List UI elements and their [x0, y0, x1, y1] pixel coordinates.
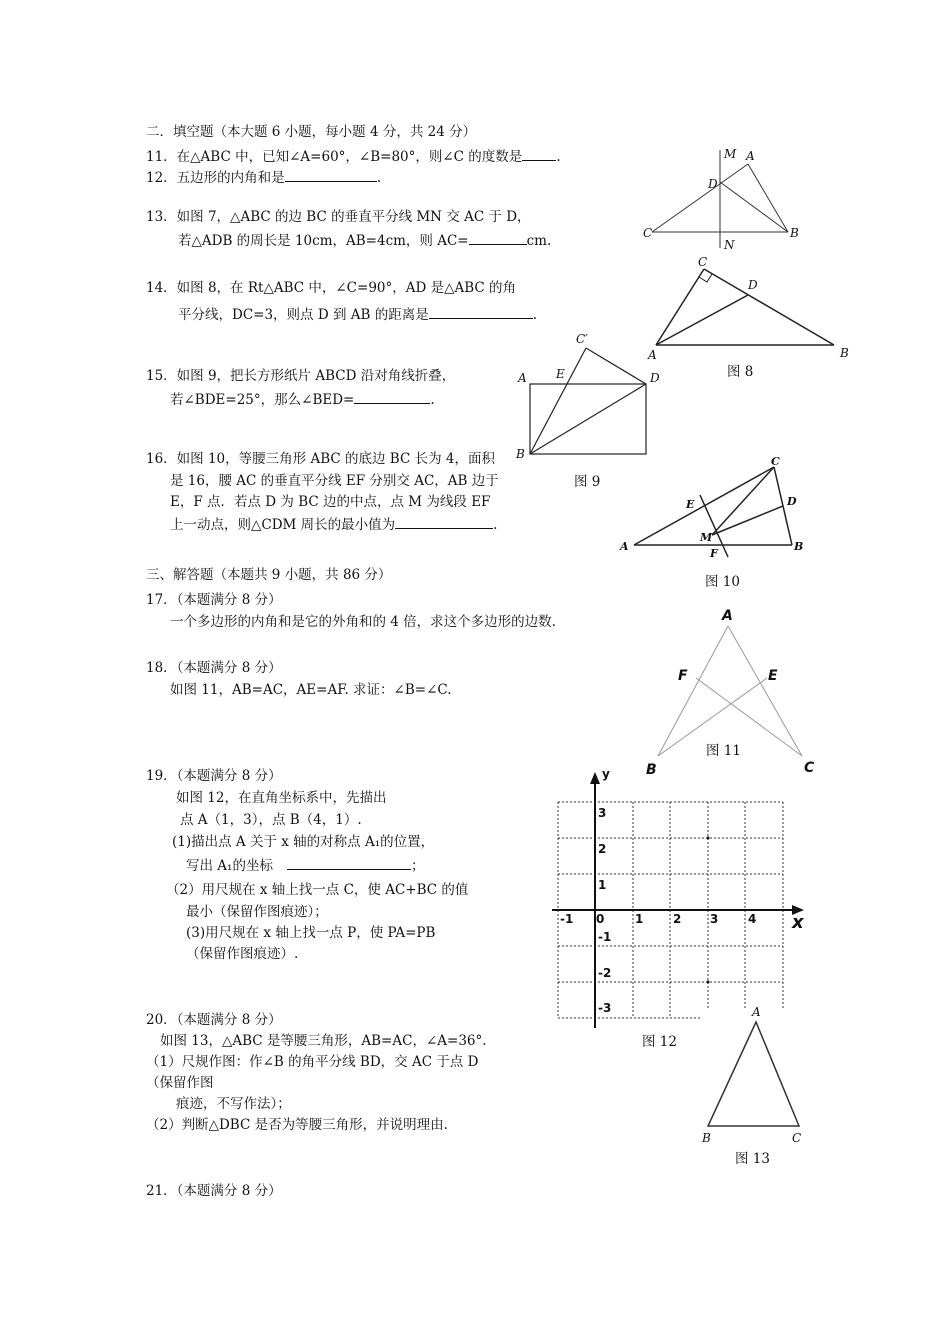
q17-body: 一个多边形的内角和是它的外角和的 4 倍，求这个多边形的边数. — [170, 614, 556, 630]
section2-heading: 二．填空题（本大题 6 小题，每小题 4 分，共 24 分） — [146, 124, 477, 140]
fig10-segment-dm — [712, 506, 783, 535]
fig9-label-d: D — [650, 371, 660, 385]
q19-line2: 点 A（1，3），点 B（4，1）. — [180, 812, 362, 828]
fig12-xtick-3: 3 — [710, 912, 719, 926]
q12-answer-blank[interactable] — [285, 168, 377, 182]
fig10-label-a: A — [620, 540, 629, 553]
fig8-label-d: D — [748, 278, 758, 292]
q11-text: 11．在△ABC 中，已知∠A=60°，∠B=80°，则∠C 的度数是 — [146, 149, 523, 165]
q16-end: . — [493, 517, 498, 533]
figure-10 — [614, 455, 814, 565]
q20-line2: （1）尺规作图：作∠B 的角平分线 BD，交 AC 于点 D — [146, 1054, 479, 1070]
fig10-segment-cm — [712, 467, 774, 535]
q19-answer-blank[interactable] — [287, 856, 411, 870]
fig10-label-d: D — [787, 495, 797, 508]
q20-line5: （2）判断△DBC 是否为等腰三角形，并说明理由. — [146, 1117, 448, 1133]
fig8-label-b: B — [840, 346, 849, 360]
fig10-label-e: E — [686, 498, 695, 511]
fig11-label-a: A — [722, 608, 733, 624]
question-16-line3: E，F 点．若点 D 为 BC 边的中点，点 M 为线段 EF — [170, 494, 491, 510]
question-13-line2 — [178, 231, 551, 249]
question-16-line2: 是 16，腰 AC 的垂直平分线 EF 分别交 AC，AB 边于 — [170, 473, 499, 489]
q16-answer-blank[interactable] — [395, 515, 493, 529]
question-13-line1: 13．如图 7，△ABC 的边 BC 的垂直平分线 MN 交 AC 于 D， — [146, 209, 531, 225]
fig12-xtick-2: 2 — [673, 912, 682, 926]
question-14-line2 — [178, 305, 537, 323]
fig7-label-a: A — [746, 149, 755, 163]
fig12-y-arrow — [590, 772, 600, 784]
fig11-label-c: C — [804, 760, 815, 776]
section3-heading: 三、解答题（本题共 9 小题，共 86 分） — [146, 567, 392, 583]
fig11-caption: 图 11 — [706, 743, 741, 759]
q20-line3: （保留作图 — [146, 1075, 214, 1091]
fig10-label-f: F — [710, 547, 718, 560]
question-15-line2 — [170, 390, 435, 408]
fig12-xtick-neg1: -1 — [560, 912, 574, 926]
q13-answer-blank[interactable] — [469, 231, 527, 245]
q15-end: . — [430, 392, 435, 408]
q13-end: cm. — [526, 233, 552, 249]
fig12-xtick-4: 4 — [748, 912, 757, 926]
fig7-side-ca — [652, 164, 748, 232]
q19-heading: 19．（本题满分 8 分） — [146, 768, 282, 784]
q19-line3: (1)描出点 A 关于 x 轴的对称点 A₁的位置， — [172, 834, 435, 850]
fig8-side-cb — [704, 269, 834, 345]
question-15-line1: 15．如图 9，把长方形纸片 ABCD 沿对角线折叠， — [146, 368, 456, 384]
q13-text: 若△ADB 的周长是 10cm，AB=4cm，则 AC= — [178, 233, 469, 249]
q19-line4-text: 写出 A₁的坐标 — [186, 858, 273, 874]
fig7-label-d: D — [708, 177, 718, 191]
fig10-caption: 图 10 — [705, 574, 740, 590]
q19-line1: 如图 12，在直角坐标系中，先描出 — [176, 790, 387, 806]
fig10-label-m: M — [700, 531, 713, 544]
fig9-label-e: E — [556, 367, 565, 381]
question-16-line4 — [170, 515, 497, 533]
fig10-label-b: B — [794, 540, 804, 553]
q18-body: 如图 11，AB=AC，AE=AF. 求证：∠B=∠C. — [170, 682, 452, 698]
fig11-side-ac — [728, 626, 802, 756]
figure-7 — [640, 140, 820, 255]
fig12-y-label: y — [602, 767, 610, 781]
fig9-fold-bc — [530, 348, 586, 454]
fig12-ytick-1: 1 — [598, 878, 607, 892]
fig12-ytick-3: 3 — [598, 806, 607, 820]
figure-13 — [696, 1000, 816, 1150]
fig8-label-a: A — [648, 348, 657, 362]
fig9-fold-cd — [586, 348, 646, 384]
fig8-label-c: C — [698, 255, 708, 269]
fig7-label-c: C — [643, 226, 653, 240]
fig12-xtick-1: 1 — [635, 912, 644, 926]
fig7-label-n: N — [724, 238, 735, 252]
q18-heading: 18．（本题满分 8 分） — [146, 660, 282, 676]
fig7-segment-db — [720, 182, 788, 232]
question-12 — [146, 168, 381, 186]
fig7-label-b: B — [790, 226, 799, 240]
q15-answer-blank[interactable] — [354, 390, 430, 404]
q19-line4-end: ； — [410, 858, 425, 874]
q20-line4: 痕迹，不写作法）； — [176, 1096, 291, 1112]
fig11-label-b: B — [646, 762, 657, 778]
q19-line8: （保留作图痕迹）. — [186, 946, 299, 962]
q20-heading: 20．（本题满分 8 分） — [146, 1012, 282, 1028]
q21-heading: 21．（本题满分 8 分） — [146, 1183, 282, 1199]
fig12-point-mark — [707, 837, 710, 840]
fig9-label-c-prime: C′ — [576, 332, 588, 346]
q20-line1: 如图 13，△ABC 是等腰三角形，AB=AC，∠A=36°. — [160, 1033, 487, 1049]
fig8-caption: 图 8 — [727, 364, 754, 380]
fig13-caption: 图 13 — [735, 1151, 770, 1167]
fig9-caption: 图 9 — [574, 474, 601, 490]
q11-answer-blank[interactable] — [522, 147, 556, 161]
figure-8 — [644, 253, 864, 363]
question-11 — [146, 147, 561, 165]
fig13-triangle — [708, 1022, 799, 1126]
q19-line7: (3)用尺规在 x 轴上找一点 P，使 PA=PB — [186, 925, 436, 941]
fig11-label-f: F — [678, 668, 688, 684]
fig13-label-b: B — [702, 1131, 711, 1145]
q15-text: 若∠BDE=25°，那么∠BED= — [170, 392, 355, 408]
fig11-label-e: E — [768, 668, 778, 684]
fig11-side-ab — [658, 626, 728, 756]
q19-line6: 最小（保留作图痕迹）； — [186, 904, 328, 920]
fig7-label-m: M — [724, 147, 737, 161]
fig9-label-a: A — [518, 371, 527, 385]
q19-line4 — [186, 856, 424, 874]
q14-text: 平分线，DC=3，则点 D 到 AB 的距离是 — [178, 307, 429, 323]
question-14-line1: 14．如图 8，在 Rt△ABC 中，∠C=90°，AD 是△ABC 的角 — [146, 280, 517, 296]
q12-text: 12．五边形的内角和是 — [146, 170, 285, 186]
fig10-label-c: C — [771, 455, 780, 468]
fig7-side-ab — [748, 164, 788, 232]
figure-9 — [512, 330, 672, 460]
q16-text: 上一动点，则△CDM 周长的最小值为 — [170, 517, 396, 533]
fig12-point-mark-lower — [707, 981, 710, 984]
fig12-caption: 图 12 — [642, 1034, 677, 1050]
question-16-line1: 16．如图 10，等腰三角形 ABC 的底边 BC 长为 4，面积 — [146, 451, 495, 467]
fig13-label-c: C — [792, 1131, 802, 1145]
fig12-ytick-2: 2 — [598, 842, 607, 856]
figure-12-coordinate-grid — [548, 760, 818, 1030]
q17-heading: 17．（本题满分 8 分） — [146, 592, 282, 608]
fig12-xtick-0: 0 — [596, 912, 605, 926]
fig12-ytick-neg3: -3 — [598, 1001, 612, 1015]
fig12-ytick-neg2: -2 — [598, 966, 612, 980]
fig12-ytick-neg1: -1 — [598, 930, 612, 944]
q14-answer-blank[interactable] — [429, 305, 533, 319]
fig9-label-b: B — [516, 447, 525, 461]
q11-end: . — [556, 149, 561, 165]
q19-line5: （2）用尺规在 x 轴上找一点 C，使 AC+BC 的值 — [166, 882, 469, 898]
fig9-diagonal-bd — [530, 384, 646, 454]
fig13-label-a: A — [752, 1005, 761, 1019]
q12-end: . — [376, 170, 381, 186]
fig12-x-label: x — [792, 912, 804, 933]
q14-end: . — [532, 307, 538, 323]
